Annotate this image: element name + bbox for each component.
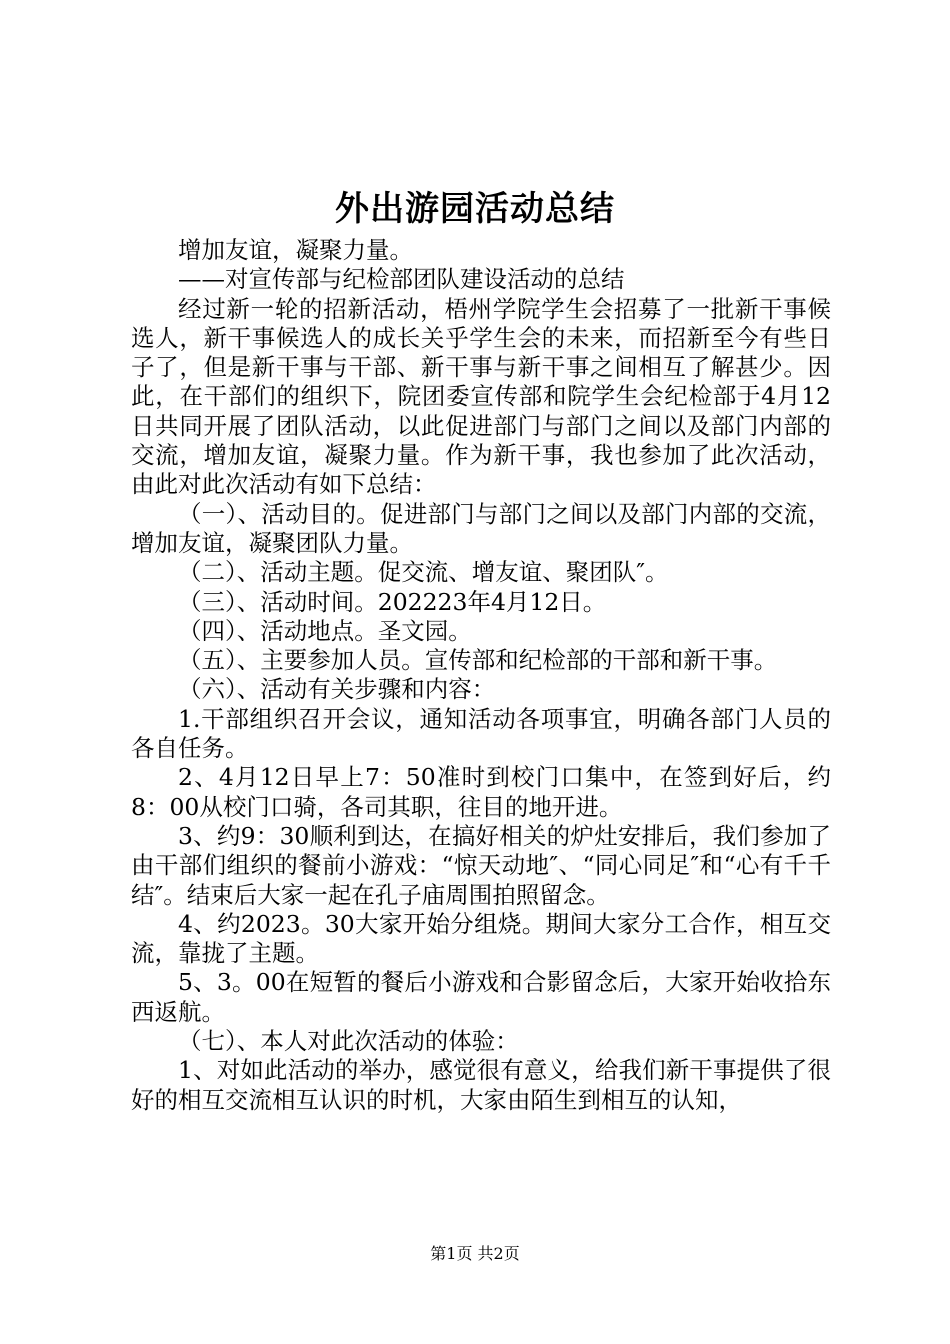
paragraph-step-4: 4、约2023。30大家开始分组烧。期间大家分工合作，相互交流，靠拢了主题。 bbox=[131, 909, 831, 968]
document-body bbox=[131, 236, 831, 1115]
paragraph-step-1: 1.干部组织召开会议，通知活动各项事宜，明确各部门人员的各自任务。 bbox=[131, 704, 831, 763]
paragraph-intro: 经过新一轮的招新活动，梧州学院学生会招募了一批新干事候选人，新干事候选人的成长关乎学生会的未来，而招新至今有些日子了，但是新干事与干部、新干事与新干事之间相互了解甚少。因此，在干部们的组织下，院团委宣传部和院学生会纪检部于4月12日共同开展了团队活动，以此促进部门与部门之间以及部门内部的交流，增加友谊，凝聚力量。作为新干事，我也参加了此次活动，由此对此次活动有如下总结： bbox=[131, 294, 831, 499]
paragraph-purpose: （一）、活动目的。促进部门与部门之间以及部门内部的交流，增加友谊，凝聚团队力量。 bbox=[131, 499, 831, 557]
paragraph-steps-heading: （六）、活动有关步骤和内容： bbox=[178, 675, 496, 704]
page-footer: 第1页 共2页 bbox=[430, 1244, 520, 1263]
paragraph-step-3: 3、约9：30顺利到达，在搞好相关的炉灶安排后，我们参加了由干部们组织的餐前小游戏：“惊天动地″、“同心同足″和“心有千千结″。结束后大家一起在孔子庙周围拍照留念。 bbox=[131, 821, 831, 909]
paragraph-time: （三）、活动时间。202223年4月12日。 bbox=[178, 587, 607, 616]
paragraph-subheading: ——对宣传部与纪检部团队建设活动的总结 bbox=[178, 265, 625, 294]
paragraph-experience-heading: （七）、本人对此次活动的体验： bbox=[178, 1027, 519, 1056]
paragraph-experience-1: 1、对如此活动的举办，感觉很有意义，给我们新干事提供了很好的相互交流相互认识的时机，大家由陌生到相互的认知， bbox=[131, 1056, 831, 1114]
paragraph-theme: （二）、活动主题。促交流、增友谊、聚团队″。 bbox=[178, 558, 669, 587]
paragraph-location: （四）、活动地点。圣文园。 bbox=[178, 616, 472, 645]
paragraph-step-2: 2、4月12日早上7：50准时到校门口集中，在签到好后，约8：00从校门口骑，各司其职，往目的地开进。 bbox=[131, 763, 831, 821]
paragraph-participants: （五）、主要参加人员。宣传部和纪检部的干部和新干事。 bbox=[178, 646, 778, 675]
document-title: 外出游园活动总结 bbox=[335, 189, 615, 229]
paragraph-subtitle: 增加友谊，凝聚力量。 bbox=[178, 236, 413, 264]
paragraph-step-5: 5、3。00在短暂的餐后小游戏和合影留念后，大家开始收拾东西返航。 bbox=[131, 968, 831, 1026]
